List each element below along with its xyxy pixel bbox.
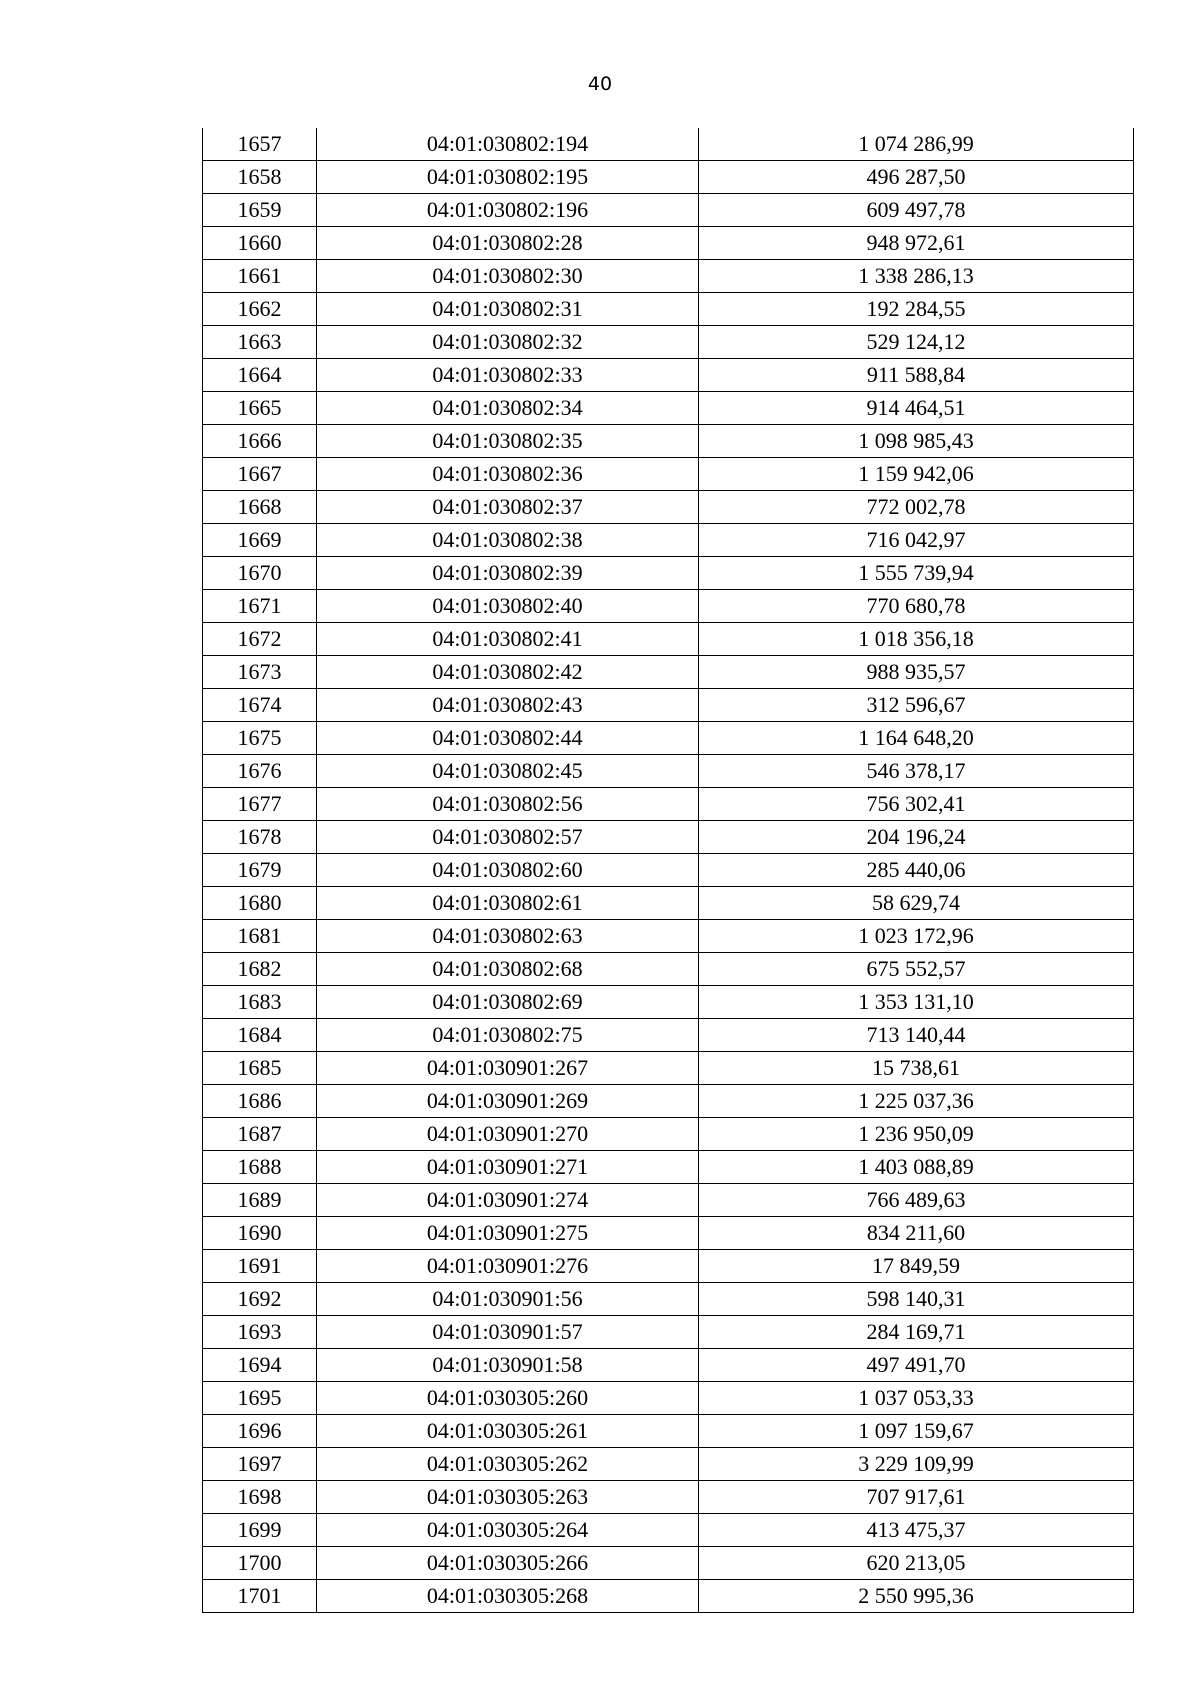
cadastral-value-cell: 15 738,61 [699, 1052, 1134, 1085]
table-row [203, 1514, 1134, 1547]
cadastral-number-cell: 04:01:030802:61 [317, 887, 699, 920]
cadastral-number-cell: 04:01:030802:56 [317, 788, 699, 821]
cadastral-number-cell: 04:01:030802:194 [317, 128, 699, 161]
row-number-cell: 1675 [203, 722, 317, 755]
cadastral-number-cell: 04:01:030901:56 [317, 1283, 699, 1316]
cadastral-number-cell: 04:01:030802:36 [317, 458, 699, 491]
cadastral-number-cell: 04:01:030802:33 [317, 359, 699, 392]
table-row [203, 524, 1134, 557]
cadastral-number-cell: 04:01:030802:31 [317, 293, 699, 326]
cadastral-number-cell: 04:01:030901:269 [317, 1085, 699, 1118]
cadastral-value-cell: 948 972,61 [699, 227, 1134, 260]
cadastral-value-cell: 1 353 131,10 [699, 986, 1134, 1019]
cadastral-value-cell: 285 440,06 [699, 854, 1134, 887]
row-number-cell: 1684 [203, 1019, 317, 1052]
table-row [203, 986, 1134, 1019]
row-number-cell: 1689 [203, 1184, 317, 1217]
row-number-cell: 1676 [203, 755, 317, 788]
cadastral-value-cell: 1 164 648,20 [699, 722, 1134, 755]
table-row [203, 557, 1134, 590]
table-row [203, 953, 1134, 986]
row-number-cell: 1682 [203, 953, 317, 986]
cadastral-value-cell: 766 489,63 [699, 1184, 1134, 1217]
table-row [203, 623, 1134, 656]
cadastral-number-cell: 04:01:030802:42 [317, 656, 699, 689]
cadastral-number-cell: 04:01:030802:38 [317, 524, 699, 557]
row-number-cell: 1657 [203, 128, 317, 161]
cadastral-value-cell: 17 849,59 [699, 1250, 1134, 1283]
row-number-cell: 1670 [203, 557, 317, 590]
cadastral-value-cell: 1 074 286,99 [699, 128, 1134, 161]
row-number-cell: 1681 [203, 920, 317, 953]
row-number-cell: 1668 [203, 491, 317, 524]
table-row [203, 1580, 1134, 1613]
table-row [203, 1052, 1134, 1085]
cadastral-number-cell: 04:01:030802:39 [317, 557, 699, 590]
table-row [203, 1481, 1134, 1514]
cadastral-value-cell: 988 935,57 [699, 656, 1134, 689]
table-row [203, 1118, 1134, 1151]
table-row [203, 1547, 1134, 1580]
table-row [203, 1382, 1134, 1415]
cadastral-value-cell: 192 284,55 [699, 293, 1134, 326]
cadastral-number-cell: 04:01:030802:195 [317, 161, 699, 194]
row-number-cell: 1690 [203, 1217, 317, 1250]
table-row [203, 887, 1134, 920]
row-number-cell: 1700 [203, 1547, 317, 1580]
row-number-cell: 1697 [203, 1448, 317, 1481]
cadastral-value-cell: 1 225 037,36 [699, 1085, 1134, 1118]
row-number-cell: 1674 [203, 689, 317, 722]
row-number-cell: 1665 [203, 392, 317, 425]
cadastral-value-table [202, 128, 1134, 1613]
cadastral-number-cell: 04:01:030901:58 [317, 1349, 699, 1382]
cadastral-number-cell: 04:01:030901:270 [317, 1118, 699, 1151]
cadastral-number-cell: 04:01:030802:57 [317, 821, 699, 854]
table-row [203, 1019, 1134, 1052]
cadastral-number-cell: 04:01:030802:45 [317, 755, 699, 788]
cadastral-value-cell: 772 002,78 [699, 491, 1134, 524]
row-number-cell: 1685 [203, 1052, 317, 1085]
cadastral-number-cell: 04:01:030305:266 [317, 1547, 699, 1580]
row-number-cell: 1692 [203, 1283, 317, 1316]
row-number-cell: 1659 [203, 194, 317, 227]
cadastral-value-cell: 284 169,71 [699, 1316, 1134, 1349]
table-row [203, 821, 1134, 854]
table-row [203, 326, 1134, 359]
cadastral-number-cell: 04:01:030901:274 [317, 1184, 699, 1217]
table-row [203, 722, 1134, 755]
table-row [203, 161, 1134, 194]
cadastral-number-cell: 04:01:030901:271 [317, 1151, 699, 1184]
cadastral-number-cell: 04:01:030901:276 [317, 1250, 699, 1283]
table-row [203, 392, 1134, 425]
cadastral-value-cell: 546 378,17 [699, 755, 1134, 788]
cadastral-number-cell: 04:01:030802:69 [317, 986, 699, 1019]
row-number-cell: 1691 [203, 1250, 317, 1283]
cadastral-number-cell: 04:01:030901:275 [317, 1217, 699, 1250]
cadastral-number-cell: 04:01:030802:30 [317, 260, 699, 293]
row-number-cell: 1679 [203, 854, 317, 887]
table-row [203, 1217, 1134, 1250]
cadastral-number-cell: 04:01:030802:37 [317, 491, 699, 524]
cadastral-value-cell: 312 596,67 [699, 689, 1134, 722]
cadastral-value-cell: 756 302,41 [699, 788, 1134, 821]
row-number-cell: 1673 [203, 656, 317, 689]
table-row [203, 293, 1134, 326]
table-row [203, 491, 1134, 524]
table-row [203, 194, 1134, 227]
row-number-cell: 1677 [203, 788, 317, 821]
cadastral-value-cell: 1 023 172,96 [699, 920, 1134, 953]
cadastral-value-cell: 3 229 109,99 [699, 1448, 1134, 1481]
cadastral-value-cell: 496 287,50 [699, 161, 1134, 194]
cadastral-number-cell: 04:01:030305:268 [317, 1580, 699, 1613]
cadastral-number-cell: 04:01:030901:267 [317, 1052, 699, 1085]
table-row [203, 227, 1134, 260]
cadastral-value-cell: 1 098 985,43 [699, 425, 1134, 458]
row-number-cell: 1687 [203, 1118, 317, 1151]
row-number-cell: 1660 [203, 227, 317, 260]
table-row [203, 920, 1134, 953]
cadastral-number-cell: 04:01:030901:57 [317, 1316, 699, 1349]
cadastral-value-cell: 834 211,60 [699, 1217, 1134, 1250]
cadastral-value-cell: 1 403 088,89 [699, 1151, 1134, 1184]
table-row [203, 128, 1134, 161]
row-number-cell: 1678 [203, 821, 317, 854]
table-row [203, 689, 1134, 722]
row-number-cell: 1667 [203, 458, 317, 491]
cadastral-number-cell: 04:01:030802:63 [317, 920, 699, 953]
table-row [203, 788, 1134, 821]
cadastral-value-cell: 1 037 053,33 [699, 1382, 1134, 1415]
row-number-cell: 1666 [203, 425, 317, 458]
cadastral-value-cell: 914 464,51 [699, 392, 1134, 425]
cadastral-value-cell: 413 475,37 [699, 1514, 1134, 1547]
cadastral-value-cell: 598 140,31 [699, 1283, 1134, 1316]
table-row [203, 1250, 1134, 1283]
row-number-cell: 1695 [203, 1382, 317, 1415]
cadastral-number-cell: 04:01:030802:43 [317, 689, 699, 722]
row-number-cell: 1699 [203, 1514, 317, 1547]
table-row [203, 458, 1134, 491]
table-row [203, 1448, 1134, 1481]
cadastral-value-cell: 911 588,84 [699, 359, 1134, 392]
cadastral-number-cell: 04:01:030802:35 [317, 425, 699, 458]
table-row [203, 1283, 1134, 1316]
cadastral-number-cell: 04:01:030802:60 [317, 854, 699, 887]
row-number-cell: 1661 [203, 260, 317, 293]
cadastral-number-cell: 04:01:030802:68 [317, 953, 699, 986]
row-number-cell: 1672 [203, 623, 317, 656]
table-row [203, 656, 1134, 689]
cadastral-number-cell: 04:01:030802:196 [317, 194, 699, 227]
cadastral-value-cell: 1 236 950,09 [699, 1118, 1134, 1151]
table-row [203, 1415, 1134, 1448]
table-row [203, 1184, 1134, 1217]
row-number-cell: 1662 [203, 293, 317, 326]
cadastral-value-cell: 716 042,97 [699, 524, 1134, 557]
table-row [203, 755, 1134, 788]
cadastral-number-cell: 04:01:030802:34 [317, 392, 699, 425]
row-number-cell: 1680 [203, 887, 317, 920]
table-row [203, 1316, 1134, 1349]
table-row [203, 1349, 1134, 1382]
cadastral-number-cell: 04:01:030802:32 [317, 326, 699, 359]
row-number-cell: 1658 [203, 161, 317, 194]
row-number-cell: 1693 [203, 1316, 317, 1349]
cadastral-value-cell: 1 097 159,67 [699, 1415, 1134, 1448]
cadastral-number-cell: 04:01:030802:40 [317, 590, 699, 623]
table-row [203, 1085, 1134, 1118]
cadastral-value-cell: 713 140,44 [699, 1019, 1134, 1052]
cadastral-number-cell: 04:01:030802:28 [317, 227, 699, 260]
cadastral-number-cell: 04:01:030305:261 [317, 1415, 699, 1448]
row-number-cell: 1671 [203, 590, 317, 623]
table-row [203, 1151, 1134, 1184]
cadastral-value-cell: 1 159 942,06 [699, 458, 1134, 491]
cadastral-value-cell: 497 491,70 [699, 1349, 1134, 1382]
row-number-cell: 1701 [203, 1580, 317, 1613]
row-number-cell: 1698 [203, 1481, 317, 1514]
row-number-cell: 1686 [203, 1085, 317, 1118]
cadastral-value-cell: 770 680,78 [699, 590, 1134, 623]
table-row [203, 260, 1134, 293]
cadastral-number-cell: 04:01:030802:44 [317, 722, 699, 755]
cadastral-number-cell: 04:01:030802:75 [317, 1019, 699, 1052]
table-row [203, 590, 1134, 623]
cadastral-value-cell: 675 552,57 [699, 953, 1134, 986]
row-number-cell: 1669 [203, 524, 317, 557]
cadastral-value-cell: 2 550 995,36 [699, 1580, 1134, 1613]
cadastral-value-cell: 609 497,78 [699, 194, 1134, 227]
row-number-cell: 1688 [203, 1151, 317, 1184]
table-row [203, 854, 1134, 887]
table-row [203, 425, 1134, 458]
cadastral-value-cell: 204 196,24 [699, 821, 1134, 854]
row-number-cell: 1694 [203, 1349, 317, 1382]
row-number-cell: 1683 [203, 986, 317, 1019]
cadastral-value-cell: 1 555 739,94 [699, 557, 1134, 590]
cadastral-number-cell: 04:01:030305:264 [317, 1514, 699, 1547]
page-number: 40 [587, 73, 613, 95]
table-row [203, 359, 1134, 392]
cadastral-number-cell: 04:01:030305:262 [317, 1448, 699, 1481]
cadastral-value-cell: 58 629,74 [699, 887, 1134, 920]
table-body [203, 128, 1134, 1613]
row-number-cell: 1663 [203, 326, 317, 359]
cadastral-number-cell: 04:01:030802:41 [317, 623, 699, 656]
cadastral-value-cell: 1 338 286,13 [699, 260, 1134, 293]
cadastral-value-cell: 707 917,61 [699, 1481, 1134, 1514]
cadastral-value-cell: 1 018 356,18 [699, 623, 1134, 656]
cadastral-number-cell: 04:01:030305:260 [317, 1382, 699, 1415]
row-number-cell: 1696 [203, 1415, 317, 1448]
cadastral-value-cell: 529 124,12 [699, 326, 1134, 359]
cadastral-number-cell: 04:01:030305:263 [317, 1481, 699, 1514]
row-number-cell: 1664 [203, 359, 317, 392]
cadastral-value-cell: 620 213,05 [699, 1547, 1134, 1580]
